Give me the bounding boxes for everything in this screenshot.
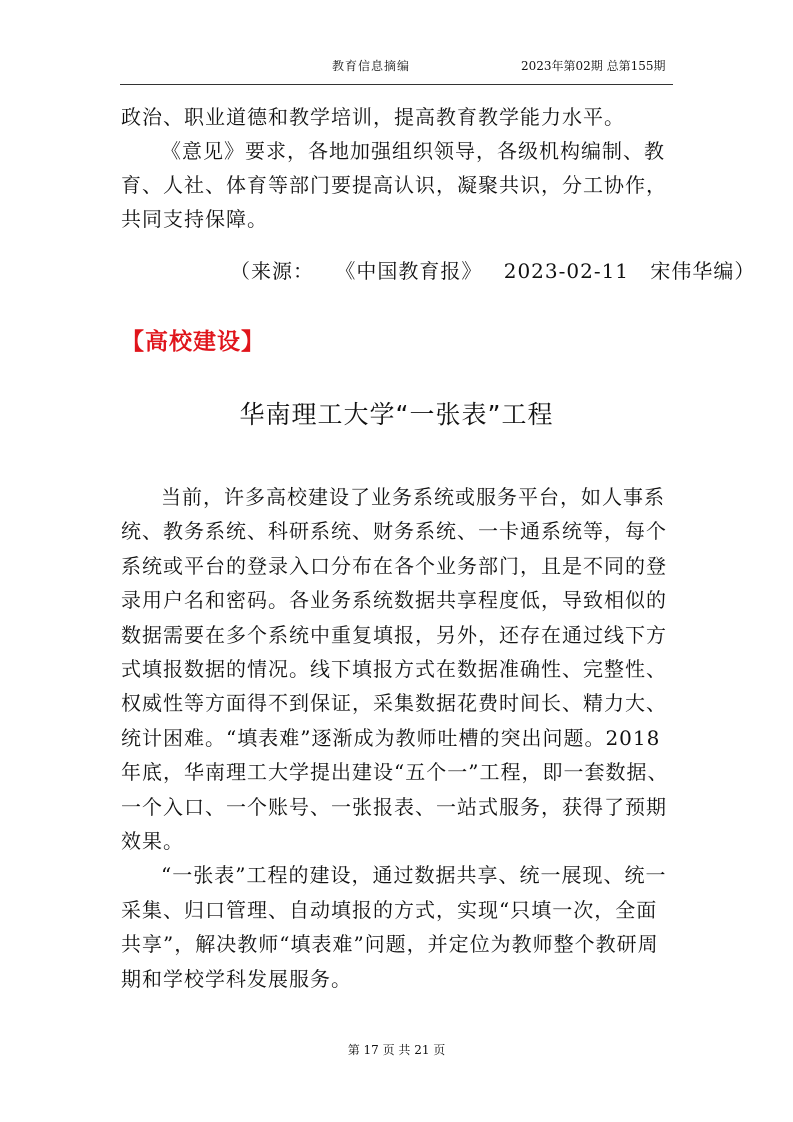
page-footer: 第 17 页 共 21 页	[347, 1043, 446, 1057]
page-header	[0, 57, 793, 77]
source-editor: 宋伟华编）	[650, 259, 756, 283]
previous-article-body	[121, 100, 676, 236]
header-divider	[120, 84, 673, 85]
opinion-paragraph: 《意见》要求，各地加强组织领导，各级机构编制、教育、人社、体育等部门要提高认识，凝聚共识，分工协作，共同支持保障。	[121, 139, 667, 231]
publication-name: 教育信息摘编	[332, 59, 411, 73]
article-source	[230, 256, 755, 286]
article-body	[121, 480, 676, 996]
article-title: 华南理工大学“一张表”工程	[239, 400, 554, 429]
article-paragraph: “一张表”工程的建设，通过数据共享、统一展现、统一采集、归口管理、自动填报的方式，实现“只填一次，全面共享”，解决教师“填表难”问题，并定位为教师整个教研周期和学校学科发展服务。	[121, 863, 667, 991]
article-paragraph: 当前，许多高校建设了业务系统或服务平台，如人事系统、教务系统、科研系统、财务系统、一卡通系统等，每个系统或平台的登录入口分布在各个业务部门，且是不同的登录用户名和密码。各业务系统数据共享程度低，导致相似的数据需要在多个系统中重复填报，另外，还存在通过线下方式填报数据的情况。线下填报方式在数据准确性、完整性、权威性等方面得不到保证，采集数据花费时间长、精力大、统计困难。“填表难”逐渐成为教师吐槽的突出问题。2018 年底，华南理工大学提出建设“五个一”工程，即一套数据、一个入口、一个账号、一张报表、一站式服务，获得了预期效果。	[121, 485, 669, 854]
continued-paragraph: 政治、职业道德和教学培训，提高教育教学能力水平。	[121, 105, 625, 129]
source-date: 2023-02-11	[503, 259, 630, 283]
source-label: （来源：	[230, 259, 314, 283]
source-newspaper: 《中国教育报》	[335, 259, 483, 283]
section-tag: 【高校建设】	[121, 329, 265, 355]
issue-number: 2023年第02期 总第155期	[521, 59, 666, 73]
